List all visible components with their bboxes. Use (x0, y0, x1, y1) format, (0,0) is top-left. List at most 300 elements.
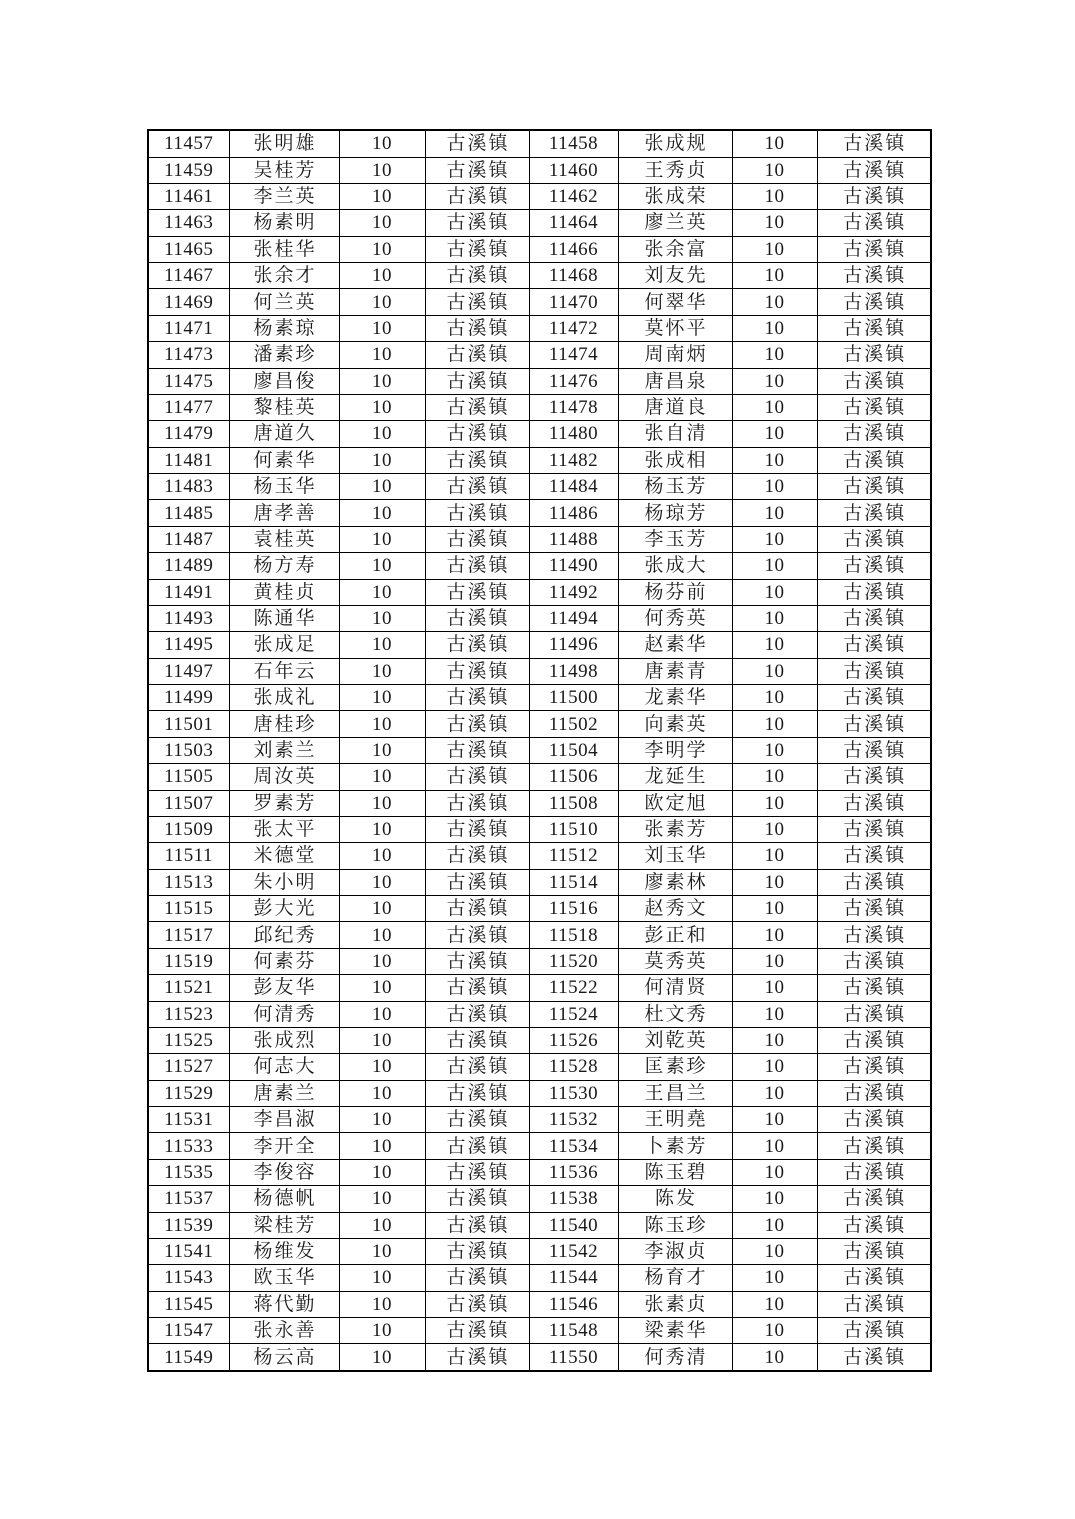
entry-id: 11498 (529, 658, 618, 684)
entry-town: 古溪镇 (425, 342, 529, 368)
entry-id: 11504 (529, 737, 618, 763)
table-row (148, 764, 931, 790)
entry-amount: 10 (339, 1238, 425, 1264)
entry-name: 吴桂芳 (229, 157, 339, 183)
entry-name: 杨琼芳 (618, 500, 732, 526)
entry-name: 匡素珍 (618, 1054, 732, 1080)
entry-id: 11474 (529, 342, 618, 368)
entry-amount: 10 (732, 605, 817, 631)
entry-town: 古溪镇 (425, 1001, 529, 1027)
entry-town: 古溪镇 (425, 553, 529, 579)
table-row (148, 1001, 931, 1027)
entry-name: 何秀清 (618, 1344, 732, 1371)
entry-amount: 10 (732, 1265, 817, 1291)
entry-amount: 10 (732, 1080, 817, 1106)
roster-table (147, 129, 932, 1372)
entry-town: 古溪镇 (425, 315, 529, 341)
entry-name: 罗素芳 (229, 790, 339, 816)
entry-id: 11532 (529, 1107, 618, 1133)
entry-id: 11487 (148, 526, 229, 552)
entry-name: 梁素华 (618, 1318, 732, 1344)
entry-id: 11459 (148, 157, 229, 183)
entry-town: 古溪镇 (817, 975, 931, 1001)
entry-name: 唐素兰 (229, 1080, 339, 1106)
entry-town: 古溪镇 (817, 737, 931, 763)
table-row (148, 737, 931, 763)
entry-town: 古溪镇 (425, 1054, 529, 1080)
entry-amount: 10 (339, 1080, 425, 1106)
entry-town: 古溪镇 (817, 1238, 931, 1264)
entry-town: 古溪镇 (817, 948, 931, 974)
entry-name: 袁桂英 (229, 526, 339, 552)
entry-amount: 10 (732, 1054, 817, 1080)
entry-town: 古溪镇 (425, 447, 529, 473)
entry-id: 11470 (529, 289, 618, 315)
entry-id: 11468 (529, 263, 618, 289)
entry-amount: 10 (339, 711, 425, 737)
entry-town: 古溪镇 (817, 1027, 931, 1053)
entry-id: 11527 (148, 1054, 229, 1080)
entry-amount: 10 (732, 658, 817, 684)
entry-amount: 10 (339, 1344, 425, 1371)
entry-amount: 10 (339, 579, 425, 605)
entry-amount: 10 (732, 500, 817, 526)
entry-town: 古溪镇 (817, 447, 931, 473)
entry-name: 彭正和 (618, 922, 732, 948)
entry-town: 古溪镇 (425, 500, 529, 526)
entry-town: 古溪镇 (425, 183, 529, 209)
entry-name: 杨素明 (229, 210, 339, 236)
entry-id: 11536 (529, 1159, 618, 1185)
entry-amount: 10 (732, 1212, 817, 1238)
entry-town: 古溪镇 (425, 948, 529, 974)
entry-id: 11520 (529, 948, 618, 974)
entry-town: 古溪镇 (425, 922, 529, 948)
entry-id: 11488 (529, 526, 618, 552)
entry-id: 11540 (529, 1212, 618, 1238)
entry-id: 11535 (148, 1159, 229, 1185)
entry-id: 11526 (529, 1027, 618, 1053)
entry-name: 李玉芳 (618, 526, 732, 552)
table-row (148, 632, 931, 658)
table-row (148, 210, 931, 236)
entry-town: 古溪镇 (817, 869, 931, 895)
entry-name: 何翠华 (618, 289, 732, 315)
entry-amount: 10 (732, 474, 817, 500)
entry-amount: 10 (339, 1186, 425, 1212)
entry-name: 李淑贞 (618, 1238, 732, 1264)
entry-amount: 10 (339, 922, 425, 948)
entry-id: 11486 (529, 500, 618, 526)
entry-town: 古溪镇 (817, 210, 931, 236)
entry-id: 11546 (529, 1291, 618, 1317)
entry-town: 古溪镇 (425, 394, 529, 420)
entry-amount: 10 (732, 1159, 817, 1185)
entry-town: 古溪镇 (425, 1265, 529, 1291)
entry-amount: 10 (732, 975, 817, 1001)
entry-amount: 10 (339, 1318, 425, 1344)
entry-id: 11550 (529, 1344, 618, 1371)
entry-name: 何秀英 (618, 605, 732, 631)
entry-name: 张桂华 (229, 236, 339, 262)
entry-id: 11484 (529, 474, 618, 500)
table-row (148, 263, 931, 289)
entry-id: 11519 (148, 948, 229, 974)
entry-id: 11533 (148, 1133, 229, 1159)
entry-amount: 10 (732, 553, 817, 579)
entry-town: 古溪镇 (425, 579, 529, 605)
entry-id: 11469 (148, 289, 229, 315)
entry-name: 龙延生 (618, 764, 732, 790)
entry-name: 张余才 (229, 263, 339, 289)
entry-name: 杨素琼 (229, 315, 339, 341)
entry-name: 莫秀英 (618, 948, 732, 974)
table-row (148, 922, 931, 948)
entry-id: 11538 (529, 1186, 618, 1212)
entry-id: 11479 (148, 421, 229, 447)
entry-id: 11506 (529, 764, 618, 790)
entry-town: 古溪镇 (425, 1212, 529, 1238)
entry-name: 杨玉芳 (618, 474, 732, 500)
table-row (148, 526, 931, 552)
entry-id: 11493 (148, 605, 229, 631)
entry-amount: 10 (339, 553, 425, 579)
entry-town: 古溪镇 (425, 685, 529, 711)
entry-town: 古溪镇 (425, 263, 529, 289)
entry-town: 古溪镇 (817, 1080, 931, 1106)
table-row (148, 342, 931, 368)
entry-name: 黎桂英 (229, 394, 339, 420)
entry-amount: 10 (732, 263, 817, 289)
entry-id: 11510 (529, 816, 618, 842)
entry-town: 古溪镇 (425, 790, 529, 816)
entry-name: 唐道久 (229, 421, 339, 447)
entry-amount: 10 (732, 289, 817, 315)
entry-name: 陈玉碧 (618, 1159, 732, 1185)
entry-name: 何清贤 (618, 975, 732, 1001)
entry-town: 古溪镇 (425, 474, 529, 500)
entry-id: 11528 (529, 1054, 618, 1080)
entry-town: 古溪镇 (425, 632, 529, 658)
entry-id: 11548 (529, 1318, 618, 1344)
entry-name: 刘友先 (618, 263, 732, 289)
entry-town: 古溪镇 (425, 1318, 529, 1344)
entry-id: 11511 (148, 843, 229, 869)
entry-name: 彭大光 (229, 896, 339, 922)
entry-amount: 10 (732, 421, 817, 447)
entry-amount: 10 (339, 183, 425, 209)
entry-town: 古溪镇 (817, 1186, 931, 1212)
entry-name: 刘乾英 (618, 1027, 732, 1053)
entry-town: 古溪镇 (817, 315, 931, 341)
entry-town: 古溪镇 (425, 236, 529, 262)
entry-amount: 10 (339, 658, 425, 684)
entry-amount: 10 (732, 157, 817, 183)
entry-town: 古溪镇 (817, 368, 931, 394)
entry-name: 龙素华 (618, 685, 732, 711)
entry-name: 张永善 (229, 1318, 339, 1344)
entry-name: 杨云高 (229, 1344, 339, 1371)
entry-amount: 10 (339, 605, 425, 631)
entry-id: 11521 (148, 975, 229, 1001)
entry-id: 11534 (529, 1133, 618, 1159)
entry-name: 李昌淑 (229, 1107, 339, 1133)
table-row (148, 553, 931, 579)
entry-id: 11543 (148, 1265, 229, 1291)
entry-id: 11531 (148, 1107, 229, 1133)
entry-name: 杨育才 (618, 1265, 732, 1291)
entry-amount: 10 (339, 1212, 425, 1238)
entry-name: 梁桂芳 (229, 1212, 339, 1238)
entry-town: 古溪镇 (817, 1318, 931, 1344)
entry-town: 古溪镇 (425, 1238, 529, 1264)
entry-id: 11516 (529, 896, 618, 922)
entry-id: 11471 (148, 315, 229, 341)
table-row (148, 605, 931, 631)
entry-amount: 10 (732, 843, 817, 869)
entry-amount: 10 (339, 1001, 425, 1027)
entry-amount: 10 (732, 394, 817, 420)
entry-amount: 10 (732, 1186, 817, 1212)
table-row (148, 975, 931, 1001)
table-row (148, 790, 931, 816)
table-row (148, 183, 931, 209)
entry-amount: 10 (732, 315, 817, 341)
entry-town: 古溪镇 (817, 1291, 931, 1317)
entry-amount: 10 (732, 896, 817, 922)
entry-name: 廖素林 (618, 869, 732, 895)
table-row (148, 1318, 931, 1344)
table-row (148, 447, 931, 473)
entry-town: 古溪镇 (425, 1159, 529, 1185)
entry-town: 古溪镇 (817, 658, 931, 684)
entry-id: 11549 (148, 1344, 229, 1371)
entry-amount: 10 (732, 1238, 817, 1264)
table-row (148, 500, 931, 526)
entry-id: 11542 (529, 1238, 618, 1264)
entry-name: 杨方寿 (229, 553, 339, 579)
entry-town: 古溪镇 (817, 1133, 931, 1159)
entry-amount: 10 (339, 869, 425, 895)
entry-name: 刘玉华 (618, 843, 732, 869)
entry-town: 古溪镇 (817, 816, 931, 842)
entry-amount: 10 (339, 843, 425, 869)
table-row (148, 869, 931, 895)
entry-id: 11462 (529, 183, 618, 209)
entry-town: 古溪镇 (425, 157, 529, 183)
entry-amount: 10 (339, 368, 425, 394)
entry-id: 11530 (529, 1080, 618, 1106)
entry-name: 杨芬前 (618, 579, 732, 605)
entry-name: 黄桂贞 (229, 579, 339, 605)
entry-amount: 10 (732, 816, 817, 842)
entry-name: 潘素珍 (229, 342, 339, 368)
entry-amount: 10 (339, 1107, 425, 1133)
entry-town: 古溪镇 (817, 500, 931, 526)
entry-town: 古溪镇 (425, 975, 529, 1001)
entry-name: 赵秀文 (618, 896, 732, 922)
entry-name: 张余富 (618, 236, 732, 262)
entry-name: 张成规 (618, 130, 732, 157)
entry-town: 古溪镇 (817, 1054, 931, 1080)
table-row (148, 394, 931, 420)
entry-name: 张成足 (229, 632, 339, 658)
entry-id: 11513 (148, 869, 229, 895)
entry-town: 古溪镇 (817, 1107, 931, 1133)
entry-amount: 10 (339, 315, 425, 341)
entry-id: 11490 (529, 553, 618, 579)
entry-town: 古溪镇 (425, 764, 529, 790)
entry-town: 古溪镇 (817, 394, 931, 420)
entry-amount: 10 (732, 1344, 817, 1371)
entry-id: 11517 (148, 922, 229, 948)
entry-id: 11524 (529, 1001, 618, 1027)
entry-name: 周汝英 (229, 764, 339, 790)
entry-amount: 10 (339, 526, 425, 552)
entry-name: 向素英 (618, 711, 732, 737)
table-row (148, 315, 931, 341)
entry-town: 古溪镇 (817, 632, 931, 658)
entry-name: 何素华 (229, 447, 339, 473)
entry-town: 古溪镇 (817, 685, 931, 711)
entry-id: 11509 (148, 816, 229, 842)
table-row (148, 1238, 931, 1264)
entry-name: 何素芬 (229, 948, 339, 974)
entry-name: 李兰英 (229, 183, 339, 209)
entry-id: 11460 (529, 157, 618, 183)
entry-id: 11522 (529, 975, 618, 1001)
entry-id: 11458 (529, 130, 618, 157)
entry-id: 11480 (529, 421, 618, 447)
entry-id: 11483 (148, 474, 229, 500)
entry-amount: 10 (339, 421, 425, 447)
entry-town: 古溪镇 (817, 263, 931, 289)
entry-id: 11482 (529, 447, 618, 473)
entry-amount: 10 (339, 289, 425, 315)
entry-name: 杨德帆 (229, 1186, 339, 1212)
entry-amount: 10 (732, 737, 817, 763)
entry-amount: 10 (732, 948, 817, 974)
table-row (148, 948, 931, 974)
entry-id: 11545 (148, 1291, 229, 1317)
roster-table-body (148, 130, 931, 1371)
entry-name: 欧玉华 (229, 1265, 339, 1291)
entry-town: 古溪镇 (817, 553, 931, 579)
entry-name: 彭友华 (229, 975, 339, 1001)
entry-town: 古溪镇 (817, 1159, 931, 1185)
entry-id: 11502 (529, 711, 618, 737)
entry-town: 古溪镇 (425, 658, 529, 684)
entry-town: 古溪镇 (817, 579, 931, 605)
entry-id: 11507 (148, 790, 229, 816)
entry-id: 11478 (529, 394, 618, 420)
entry-town: 古溪镇 (817, 1265, 931, 1291)
entry-id: 11473 (148, 342, 229, 368)
entry-id: 11464 (529, 210, 618, 236)
entry-amount: 10 (339, 394, 425, 420)
entry-town: 古溪镇 (425, 130, 529, 157)
entry-id: 11547 (148, 1318, 229, 1344)
table-row (148, 816, 931, 842)
entry-town: 古溪镇 (817, 157, 931, 183)
entry-name: 杨维发 (229, 1238, 339, 1264)
table-row (148, 843, 931, 869)
table-row (148, 579, 931, 605)
entry-amount: 10 (732, 579, 817, 605)
table-row (148, 1027, 931, 1053)
entry-town: 古溪镇 (817, 526, 931, 552)
entry-amount: 10 (339, 210, 425, 236)
entry-amount: 10 (339, 1133, 425, 1159)
entry-name: 王秀贞 (618, 157, 732, 183)
entry-name: 邱纪秀 (229, 922, 339, 948)
entry-amount: 10 (732, 236, 817, 262)
entry-id: 11463 (148, 210, 229, 236)
table-row (148, 896, 931, 922)
entry-town: 古溪镇 (425, 1344, 529, 1371)
entry-town: 古溪镇 (425, 896, 529, 922)
table-row (148, 1265, 931, 1291)
entry-name: 张成荣 (618, 183, 732, 209)
table-row (148, 368, 931, 394)
entry-name: 石年云 (229, 658, 339, 684)
entry-town: 古溪镇 (425, 1186, 529, 1212)
entry-id: 11501 (148, 711, 229, 737)
entry-name: 张素芳 (618, 816, 732, 842)
table-row (148, 711, 931, 737)
entry-id: 11523 (148, 1001, 229, 1027)
entry-name: 莫怀平 (618, 315, 732, 341)
entry-amount: 10 (732, 526, 817, 552)
entry-id: 11525 (148, 1027, 229, 1053)
entry-id: 11489 (148, 553, 229, 579)
entry-name: 刘素兰 (229, 737, 339, 763)
entry-town: 古溪镇 (817, 843, 931, 869)
entry-amount: 10 (339, 342, 425, 368)
entry-name: 廖昌俊 (229, 368, 339, 394)
entry-amount: 10 (339, 896, 425, 922)
entry-id: 11539 (148, 1212, 229, 1238)
entry-id: 11497 (148, 658, 229, 684)
entry-id: 11461 (148, 183, 229, 209)
entry-town: 古溪镇 (425, 1133, 529, 1159)
entry-name: 朱小明 (229, 869, 339, 895)
table-row (148, 1159, 931, 1185)
entry-id: 11466 (529, 236, 618, 262)
entry-name: 李开全 (229, 1133, 339, 1159)
table-row (148, 236, 931, 262)
entry-town: 古溪镇 (425, 605, 529, 631)
entry-id: 11495 (148, 632, 229, 658)
entry-id: 11503 (148, 737, 229, 763)
entry-id: 11475 (148, 368, 229, 394)
entry-name: 何清秀 (229, 1001, 339, 1027)
entry-town: 古溪镇 (817, 1344, 931, 1371)
entry-amount: 10 (732, 1107, 817, 1133)
entry-amount: 10 (339, 764, 425, 790)
entry-name: 张成相 (618, 447, 732, 473)
entry-id: 11541 (148, 1238, 229, 1264)
entry-amount: 10 (732, 1133, 817, 1159)
entry-name: 杨玉华 (229, 474, 339, 500)
entry-name: 蒋代勤 (229, 1291, 339, 1317)
entry-town: 古溪镇 (425, 816, 529, 842)
entry-name: 米德堂 (229, 843, 339, 869)
entry-amount: 10 (732, 790, 817, 816)
entry-name: 陈通华 (229, 605, 339, 631)
entry-name: 张成礼 (229, 685, 339, 711)
table-row (148, 1133, 931, 1159)
